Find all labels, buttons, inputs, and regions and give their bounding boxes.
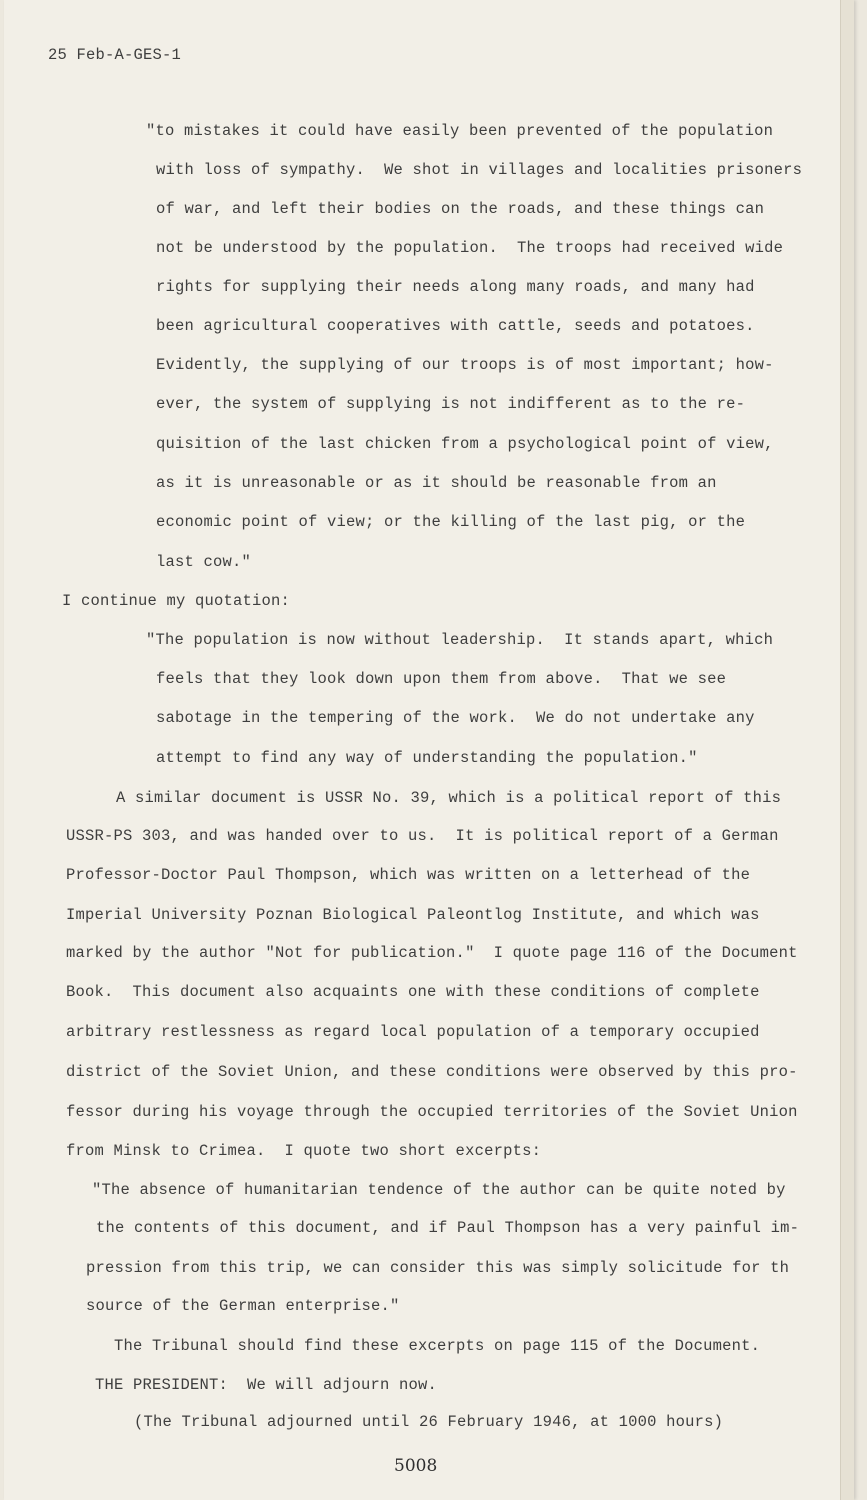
- quote3-line: pression from this trip, we can consider this was simply solicitude for th: [86, 1259, 790, 1277]
- paragraph-line: fessor during his voyage through the occupied territories of the Soviet Union: [66, 1103, 798, 1121]
- adjournment-line: (The Tribunal adjourned until 26 February 1946, at 1000 hours): [134, 1413, 724, 1431]
- quote3-line: the contents of this document, and if Paul Thompson has a very painful im-: [96, 1219, 800, 1237]
- paragraph-line: Book. This document also acquaints one with these conditions of complete: [66, 983, 760, 1001]
- quote1-line: of war, and left their bodies on the roads, and these things can: [156, 200, 765, 218]
- quote1-line: last cow.": [156, 553, 252, 571]
- page-header-ref: 25 Feb-A-GES-1: [48, 46, 182, 64]
- paragraph-line: arbitrary restlessness as regard local population of a temporary occupied: [66, 1023, 760, 1041]
- quote1-line: quisition of the last chicken from a psychological point of view,: [156, 435, 774, 453]
- quote1-line: ever, the system of supplying is not indifferent as to the re-: [156, 395, 746, 413]
- quote2-line: sabotage in the tempering of the work. We do not undertake any: [156, 709, 755, 727]
- paragraph-line: USSR-PS 303, and was handed over to us. It is political report of a German: [66, 827, 779, 845]
- quote1-line: not be understood by the population. The troops had received wide: [156, 239, 784, 257]
- quote3-line: source of the German enterprise.": [86, 1297, 400, 1315]
- quote2-line: "The population is now without leadership. It stands apart, which: [146, 631, 774, 649]
- quote2-line: attempt to find any way of understanding the population.": [156, 749, 698, 767]
- page-number: 5008: [394, 1456, 438, 1476]
- quote1-line: been agricultural cooperatives with cattle, seeds and potatoes.: [156, 317, 755, 335]
- president-line: THE PRESIDENT: We will adjourn now.: [95, 1376, 438, 1394]
- tribunal-excerpts-line: The Tribunal should find these excerpts on page 115 of the Document.: [114, 1337, 761, 1355]
- continue-quotation-line: I continue my quotation:: [62, 592, 291, 610]
- quote1-line: economic point of view; or the killing of the last pig, or the: [156, 513, 746, 531]
- quote1-line: Evidently, the supplying of our troops is of most important; how-: [156, 356, 774, 374]
- paragraph-line: district of the Soviet Union, and these conditions were observed by this pro-: [66, 1063, 798, 1081]
- paragraph-line: from Minsk to Crimea. I quote two short excerpts:: [66, 1142, 542, 1160]
- quote1-line: with loss of sympathy. We shot in villages and localities prisoners: [156, 161, 803, 179]
- quote1-line: as it is unreasonable or as it should be reasonable from an: [156, 474, 717, 492]
- quote1-line: rights for supplying their needs along many roads, and many had: [156, 278, 755, 296]
- paragraph-line: marked by the author "Not for publication." I quote page 116 of the Document: [66, 944, 798, 962]
- paragraph-line: Professor-Doctor Paul Thompson, which was written on a letterhead of the: [66, 866, 751, 884]
- page-edge: [840, 0, 854, 1500]
- paragraph-line: Imperial University Poznan Biological Paleontlog Institute, and which was: [66, 906, 760, 924]
- quote3-line: "The absence of humanitarian tendence of the author can be quite noted by: [92, 1181, 786, 1199]
- quote2-line: feels that they look down upon them from above. That we see: [156, 670, 727, 688]
- quote1-line: "to mistakes it could have easily been prevented of the population: [146, 122, 774, 140]
- paragraph-line: A similar document is USSR No. 39, which is a political report of this: [116, 789, 782, 807]
